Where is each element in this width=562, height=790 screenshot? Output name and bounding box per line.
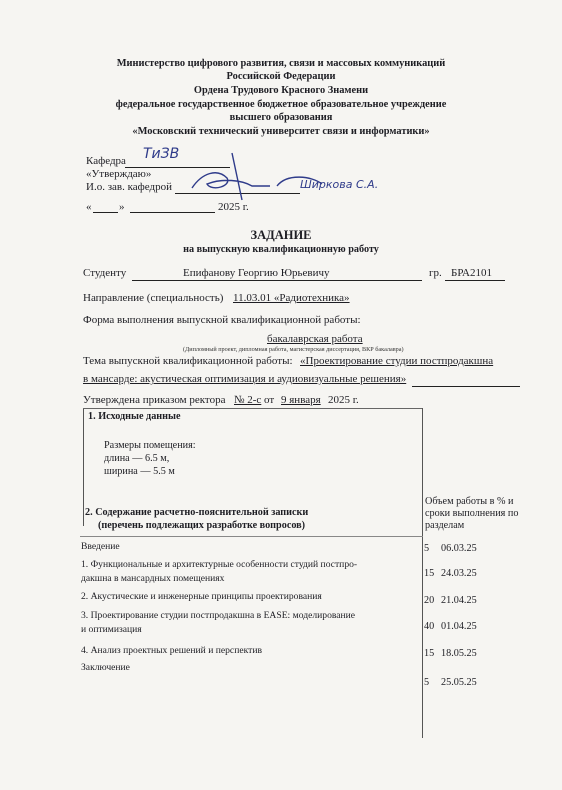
section-1-line: Размеры помещения:	[104, 440, 196, 451]
list-item: 3. Проектирование студии постпродакшна в EASE: моделирование	[81, 610, 356, 621]
university-name: «Московский технический университет связи и информатики»	[132, 126, 430, 137]
item-pct: 5	[424, 543, 430, 554]
item-date: 06.03.25	[441, 543, 477, 554]
section-1-line: ширина — 5.5 м	[104, 466, 175, 477]
dept-label: Кафедра	[86, 155, 126, 167]
order-number: № 2-с	[234, 394, 262, 406]
ministry-line-2: Российской Федерации	[226, 71, 336, 82]
page-title: ЗАДАНИЕ	[250, 228, 312, 242]
item-pct: 5	[424, 677, 430, 688]
group-value: БРА2101	[451, 267, 492, 279]
approval-year: 2025 г.	[218, 201, 249, 213]
list-item: Заключение	[81, 662, 130, 673]
form-label: Форма выполнения выпускной квалификационной работы:	[83, 314, 361, 326]
topic-line-2: в мансарде: акустическая оптимизация и аудиовизуальные решения»	[83, 373, 407, 385]
list-item: дакшна в мансардных помещениях	[81, 573, 225, 584]
topic-label: Тема выпускной квалификационной работы:	[83, 355, 293, 367]
date-quote-open: «	[86, 201, 92, 213]
head-label: И.о. зав. кафедрой	[86, 181, 173, 193]
list-item: 2. Акустические и инженерные принципы проектирования	[81, 591, 322, 602]
section-2-title: 2. Содержание расчетно-пояснительной записки	[85, 507, 309, 518]
item-pct: 20	[424, 595, 435, 606]
institution-type-line: федеральное государственное бюджетное образовательное учреждение	[115, 99, 447, 110]
order-from: от	[264, 394, 275, 406]
approve-label: «Утверждаю»	[86, 168, 152, 180]
section-1-line: длина — 6.5 м,	[104, 453, 170, 464]
list-item: Введение	[81, 541, 120, 552]
list-item: 4. Анализ проектных решений и перспектив	[81, 645, 262, 656]
schedule-header: Объем работы в % и	[425, 496, 514, 507]
group-label: гр.	[429, 267, 442, 279]
direction-label: Направление (специальность)	[83, 292, 224, 304]
item-pct: 15	[424, 568, 435, 579]
signature-name: Ширкова С.А.	[300, 178, 379, 191]
student-label: Студенту	[83, 267, 127, 279]
order-line: Ордена Трудового Красного Знамени	[193, 85, 369, 96]
order-date: 9 января	[281, 394, 321, 406]
section-2-subtitle: (перечень подлежащих разработке вопросов)	[98, 520, 306, 531]
direction-value: 11.03.01 «Радиотехника»	[233, 292, 350, 304]
item-pct: 15	[424, 648, 435, 659]
section-1-title: 1. Исходные данные	[88, 411, 181, 422]
item-date: 18.05.25	[441, 648, 477, 659]
order-year: 2025 г.	[328, 394, 359, 406]
item-pct: 40	[424, 621, 435, 632]
page-subtitle: на выпускную квалификационную работу	[183, 244, 379, 255]
dept-handwritten: ТиЗВ	[143, 146, 180, 162]
list-item: и оптимизация	[81, 624, 142, 635]
item-date: 21.04.25	[441, 595, 477, 606]
form-hint: (Дипломный проект, дипломная работа, магистерская диссертация, ВКР бакалавра)	[183, 346, 404, 353]
order-label: Утверждена приказом ректора	[83, 394, 226, 406]
date-quote-close: »	[119, 201, 125, 213]
item-date: 25.05.25	[441, 677, 477, 688]
item-date: 01.04.25	[441, 621, 477, 632]
topic-line-1: «Проектирование студии постпродакшна	[300, 355, 494, 367]
schedule-header: сроки выполнения по	[425, 508, 519, 519]
item-date: 24.03.25	[441, 568, 477, 579]
list-item: 1. Функциональные и архитектурные особенности студий постпро-	[81, 559, 358, 570]
ministry-line: Министерство цифрового развития, связи и массовых коммуникаций	[116, 58, 446, 69]
schedule-header: разделам	[425, 520, 465, 531]
student-name: Епифанову Георгию Юрьевичу	[183, 267, 330, 279]
education-level-line: высшего образования	[229, 112, 333, 123]
form-value: бакалаврская работа	[267, 333, 363, 345]
